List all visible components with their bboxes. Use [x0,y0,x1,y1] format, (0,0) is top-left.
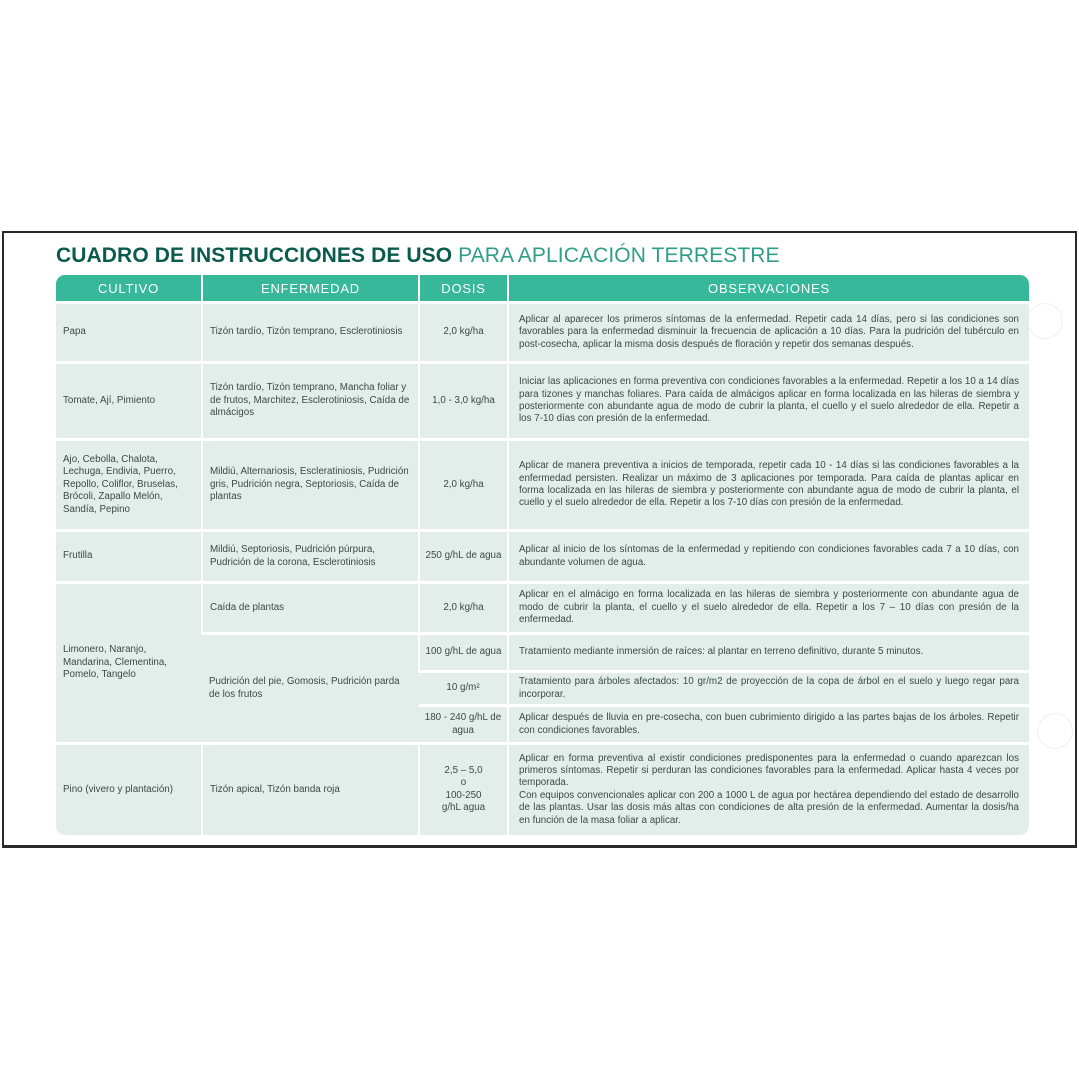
cultivo-cell: Papa [56,303,202,363]
cultivo-cell: Tomate, Ají, Pimiento [56,363,202,440]
dosis-line: 2,5 – 5,0 [444,764,483,776]
cultivo-cell: Pino (vivero y plantación) [56,744,202,835]
dosis-line: 100-250 [445,789,482,801]
header-observaciones: OBSERVACIONES [508,275,1029,303]
decorative-circle [1037,713,1073,749]
cultivo-cell: Limonero, Naranjo, Mandarina, Clementina, Pomelo, Tangelo [56,583,202,744]
title-light: PARA APLICACIÓN TERRESTRE [458,244,780,267]
enfermedad-cell: Tizón tardío, Tizón temprano, Mancha foliar y de frutos, Marchitez, Esclerotiniosis, Caída de almácigos [202,363,419,440]
enfermedad-cell: Tizón tardío, Tizón temprano, Esclerotiniosis [202,303,419,363]
dosis-line: g/hL agua [441,802,486,814]
observaciones-paragraph: Con equipos convencionales aplicar con 200 a 1000 L de agua por hectárea dependiendo del estado de desarrollo de las plantas. Usar las dosis más altas con condiciones de alta presión de la enfermedad. Aumentar la dosis/ha en función de la masa foliar a aplicar. [519,789,1019,826]
observaciones-cell: Aplicar en el almácigo en forma localizada en las hileras de siembra y posteriormente con abundante agua de modo de cubrir la planta, el cuello y el suelo alrededor de ella. Repetir a los 7 – 10 días con presión de la enfermedad. [508,583,1029,634]
decorative-circle [1027,303,1063,339]
dosis-cell: 10 g/m² [419,672,508,706]
dosis-cell: 1,0 - 3,0 kg/ha [419,363,508,440]
header-enfermedad: ENFERMEDAD [202,275,419,303]
enfermedad-cell: Caída de plantas [202,583,419,634]
table-row [56,440,1029,531]
dosis-cell: 180 - 240 g/hL de agua [419,706,508,744]
enfermedad-cell: Tizón apical, Tizón banda roja [202,744,419,835]
dosis-cell: 2,0 kg/ha [419,583,508,634]
observaciones-cell [508,744,1029,835]
dosis-cell: 2,0 kg/ha [419,303,508,363]
observaciones-cell: Tratamiento para árboles afectados: 10 gr/m2 de proyección de la copa de árbol en el suelo y luego regar para incorporar. [508,672,1029,706]
cultivo-cell: Frutilla [56,531,202,583]
page-title [56,244,780,268]
table-row [56,303,1029,363]
dosis-cell: 2,0 kg/ha [419,440,508,531]
dosis-cell [419,744,508,835]
dosis-cell: 100 g/hL de agua [419,634,508,672]
header-dosis: DOSIS [419,275,508,303]
observaciones-cell: Aplicar al aparecer los primeros síntomas de la enfermedad. Repetir cada 14 días, pero si las condiciones son favorables para la enfermedad disminuir la frecuencia de aplicación a 10 días. Para la pudrición del tubérculo en post-cosecha, aplicar la misma dosis después de floración y repetir dos semanas después. [508,303,1029,363]
dosis-cell: 250 g/hL de agua [419,531,508,583]
enfermedad-cell: Pudrición del pie, Gomosis, Pudrición parda de los frutos [202,634,419,744]
title-bold: CUADRO DE INSTRUCCIONES DE USO [56,244,453,267]
observaciones-cell: Iniciar las aplicaciones en forma preventiva con condiciones favorables a la enfermedad. Repetir a los 10 a 14 días para tizones y manchas foliares. Para caída de almácigos aplicar en forma localizada en las hileras de siembra y posteriormente con abundante agua de modo de cubrir la planta, el cuello y el suelo alrededor de ella. Repetir a los 7-10 días con presión de la enfermedad. [508,363,1029,440]
instructions-panel [2,231,1077,848]
table-row [56,634,1029,672]
table-row [56,744,1029,835]
header-cultivo: CULTIVO [56,275,202,303]
table-header-row [56,275,1029,303]
enfermedad-cell: Mildiú, Septoriosis, Pudrición púrpura, Pudrición de la corona, Esclerotiniosis [202,531,419,583]
table-row [56,363,1029,440]
table-row [56,583,1029,634]
observaciones-paragraph: Aplicar en forma preventiva al existir condiciones predisponentes para la enfermedad o cuando aparezcan los primeros síntomas. Repetir si perduran las condiciones favorables para la enfermedad. Aplicar hasta 4 veces por temporada. [519,752,1019,789]
instructions-table [56,275,1029,835]
observaciones-cell: Tratamiento mediante inmersión de raíces: al plantar en terreno definitivo, durante 5 minutos. [508,634,1029,672]
observaciones-cell: Aplicar al inicio de los síntomas de la enfermedad y repitiendo con condiciones favorables cada 7 a 10 días, con abundante volumen de agua. [508,531,1029,583]
enfermedad-cell: Mildiú, Alternariosis, Escleratiniosis, Pudrición gris, Pudrición negra, Septoriosis, Caída de plantas [202,440,419,531]
observaciones-cell: Aplicar después de lluvia en pre-cosecha, con buen cubrimiento dirigido a las partes bajas de los árboles. Repetir con condiciones favorables. [508,706,1029,744]
cultivo-cell: Ajo, Cebolla, Chalota, Lechuga, Endivia, Puerro, Repollo, Coliflor, Bruselas, Brócoli, Zapallo Melón, Sandía, Pepino [56,440,202,531]
table-row [56,531,1029,583]
dosis-line: o [460,777,467,789]
observaciones-cell: Aplicar de manera preventiva a inicios de temporada, repetir cada 10 - 14 días si las condiciones favorables a la enfermedad persisten. Realizar un máximo de 3 aplicaciones por temporada. Para caída de plantas aplicar en forma localizada en las hileras de siembra y posteriormente con abundante agua de modo de cubrir la planta, el cuello y el suelo alrededor de ella. Repetir a los 7-10 días con presión de la enfermedad. [508,440,1029,531]
